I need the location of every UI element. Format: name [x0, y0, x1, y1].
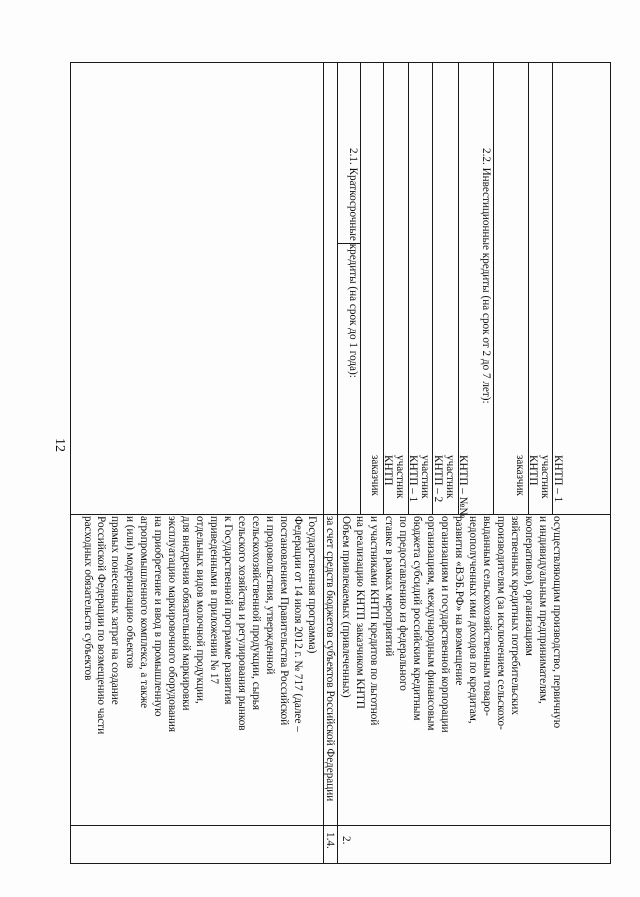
frame-top [70, 62, 611, 63]
row-2-line: организациям, международным финансовым [425, 516, 437, 731]
row-2-line: выданным сельскохозяйственным товаро- [481, 516, 493, 716]
row-1-line: сельскохозяйственной продукции, сырья [250, 516, 262, 711]
sub-col-d [458, 62, 459, 514]
row-1-4-text: за счет средств бюджетов субъектов Российской Федерации [324, 516, 336, 802]
row-1-line: Федерации от 14 июля 2012 г. № 717 (далее – [292, 516, 304, 732]
frame-bottom [70, 863, 611, 864]
row-2-line: производителям (за исключением сельскохо- [495, 516, 507, 730]
participant-role: заказчик [369, 455, 381, 496]
row-2-line: и участниками КНТП кредитов по льготной [368, 516, 380, 726]
participant-name: КНТП [382, 455, 394, 486]
sub-col-e [528, 62, 529, 514]
row-2-line: и индивидуальным предпринимателям, [537, 516, 549, 704]
row-1-line: на приобретение и ввод в промышленную [152, 516, 164, 717]
sub-col-b [408, 62, 409, 514]
row-2-number: 2. [340, 836, 352, 845]
row-1-line: приведенными в приложении № 17 [208, 516, 220, 685]
row-2-line: бюджета субсидий российским кредитным [411, 516, 423, 721]
participant-role: участник [394, 455, 406, 499]
row-1-4-number: 1.4. [324, 832, 336, 849]
section-2-1-title: 2.1. Краткосрочные кредиты (на срок до 1 года): [347, 148, 359, 378]
participant-name: КНТП – 2 [432, 455, 444, 503]
row-2-line: Объем привлекаемых (привлеченных) [340, 516, 352, 698]
participant-name: КНТП [527, 455, 539, 486]
sub-col-2-2 [493, 62, 494, 514]
participant-name: КНТП – 1 [407, 455, 419, 503]
participant-role: участник [539, 455, 551, 499]
row-1-line: постановлением Правительства Российской [278, 516, 290, 726]
row-2-line: недополученных ими доходов по кредитам, [467, 516, 479, 724]
row-1-line: Государственная программа) [306, 516, 318, 654]
row-2-line: на реализацию КНТП заказчиком КНТП [354, 516, 366, 709]
row-2-line: ставке в рамках мероприятий [383, 516, 395, 657]
page-number-display: 12 [52, 438, 67, 452]
participant-role: участник [419, 455, 431, 499]
row-1-line: расходных обязательств субъектов [82, 516, 94, 681]
row-1-line: и (или) модернизацию объектов [124, 516, 136, 669]
col-divider-2 [337, 62, 338, 864]
row-1-line: отдельных видов молочной продукции, [194, 516, 206, 704]
row-2-line: зяйственных кредитных потребительских [509, 516, 521, 715]
row-1-line: агропромышленного комплекса, а также [138, 516, 150, 709]
sub-col-c [432, 62, 433, 514]
row-2-line: развития «ВЭБ.РФ» на возмещение [453, 516, 465, 686]
row-1-line: к Государственной программе развития [222, 516, 234, 705]
sub-col-f [552, 62, 553, 514]
frame-right [610, 62, 611, 864]
sub-col-2-1 [360, 62, 361, 514]
row-1-line: для внедрения обязательной маркировки [180, 516, 192, 711]
section-2-2-title: 2.2. Инвестиционные кредиты (на срок от 2 до 7 лет): [480, 148, 492, 404]
row-1-line: эксплуатацию маркировочного оборудования [166, 516, 178, 733]
row-2-line: организациям и государственной корпорации [439, 516, 451, 733]
row-divider-num2 [323, 825, 611, 826]
row-2-line: по предоставлению из федерального [397, 516, 409, 691]
sub-col-a [383, 62, 384, 514]
participant-name: КНТП – №№ [457, 455, 469, 518]
participant-role: заказчик [514, 455, 526, 496]
participant-name: КНТП – 1 [552, 455, 564, 503]
row-divider-num [70, 514, 611, 515]
row-1-line: и продовольствия, утвержденной [264, 516, 276, 675]
row-1-line: Российской Федерации по возмещению части [95, 516, 107, 735]
row-2-line: кооперативов), организациям [523, 516, 535, 656]
row-divider-desc [70, 825, 337, 826]
row-2-line: осуществляющим производство, первичную [551, 516, 563, 729]
participant-role: участник [444, 455, 456, 499]
row-1-line: прямых понесенных затрат на создание [109, 516, 121, 705]
row-1-line: сельского хозяйства и регулирования рынков [236, 516, 248, 731]
